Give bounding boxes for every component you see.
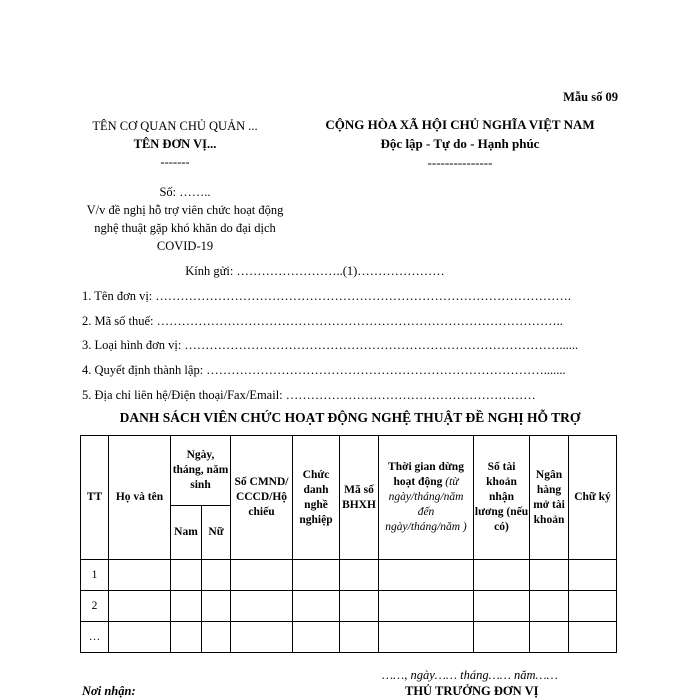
cell-female — [202, 622, 231, 653]
cell-bhxh — [340, 560, 379, 591]
cell-id — [231, 622, 293, 653]
cell-account — [474, 591, 530, 622]
greeting: Kính gửi: ……………………..(1)………………… — [185, 264, 445, 278]
header-id-number: Số CMND/ CCCD/Hộ chiếu — [231, 436, 293, 560]
cell-period — [379, 560, 474, 591]
table-row — [81, 560, 617, 591]
national-divider: --------------- — [427, 155, 493, 170]
cell-id — [231, 560, 293, 591]
cell-period — [379, 622, 474, 653]
cell-name — [109, 622, 171, 653]
recipients-label: Nơi nhận: — [82, 684, 136, 698]
table-row — [81, 591, 617, 622]
document-reference — [80, 183, 290, 255]
field-unit-type: 3. Loại hình đơn vị: ………………………………………………………………………………...... — [82, 338, 579, 352]
stop-period-label: Thời gian dừng hoạt động — [388, 461, 464, 488]
cell-bank — [530, 560, 569, 591]
header-male: Nam — [171, 506, 202, 560]
stop-period-note: (từ ngày/tháng/năm đến ngày/tháng/năm ) — [385, 476, 467, 533]
cell-signature — [569, 622, 617, 653]
agency-divider: ------- — [160, 155, 190, 169]
header-bank: Ngân hàng mở tài khoản — [530, 436, 569, 560]
cell-account — [474, 560, 530, 591]
header-stop-period — [379, 436, 474, 560]
field-tax-code: 2. Mã số thuế: …………………………………………………………………………………….. — [82, 314, 563, 328]
parent-agency: TÊN CƠ QUAN CHỦ QUẢN ... — [92, 119, 258, 133]
unit-name: TÊN ĐƠN VỊ... — [133, 137, 217, 151]
header-job-title: Chức danh nghề nghiệp — [293, 436, 340, 560]
field-contact-address: 5. Địa chỉ liên hệ/Điện thoại/Fax/Email: …………………………………………………… — [82, 388, 536, 402]
national-motto: Độc lập - Tự do - Hạnh phúc — [380, 136, 540, 151]
cell-male — [171, 622, 202, 653]
cell-male — [171, 560, 202, 591]
header-name: Họ và tên — [109, 436, 171, 560]
form-number: Mẫu số 09 — [563, 90, 618, 104]
cell-title — [293, 591, 340, 622]
field-establishment-decision: 4. Quyết định thành lập: ………………………………………………………………………....... — [82, 363, 566, 377]
cell-title — [293, 560, 340, 591]
field-unit-name: 1. Tên đơn vị: ………………………………………………………………………………………. — [82, 289, 572, 303]
cell-bank — [530, 622, 569, 653]
agency-header — [80, 117, 270, 171]
cell-name — [109, 591, 171, 622]
table-row — [81, 622, 617, 653]
row-number: … — [81, 622, 109, 653]
header-account-number: Số tài khoản nhận lương (nếu có) — [474, 436, 530, 560]
document-subject: V/v đề nghị hỗ trợ viên chức hoạt động nghệ thuật gặp khó khăn do đại dịch COVID-19 — [86, 203, 284, 253]
document-number: Số: …….. — [159, 185, 211, 199]
staff-table — [80, 435, 617, 653]
header-tt: TT — [81, 436, 109, 560]
cell-title — [293, 622, 340, 653]
header-female: Nữ — [202, 506, 231, 560]
row-number: 1 — [81, 560, 109, 591]
national-header — [295, 115, 625, 172]
cell-female — [202, 591, 231, 622]
date-line: ……, ngày…… tháng…… năm…… — [382, 668, 558, 682]
cell-id — [231, 591, 293, 622]
cell-female — [202, 560, 231, 591]
header-bhxh: Mã số BHXH — [340, 436, 379, 560]
cell-signature — [569, 591, 617, 622]
cell-signature — [569, 560, 617, 591]
cell-account — [474, 622, 530, 653]
cell-name — [109, 560, 171, 591]
cell-bhxh — [340, 591, 379, 622]
cell-bhxh — [340, 622, 379, 653]
header-dob: Ngày, tháng, năm sinh — [171, 436, 231, 506]
unit-head-title: THỦ TRƯỞNG ĐƠN VỊ — [405, 684, 539, 698]
cell-bank — [530, 591, 569, 622]
cell-period — [379, 591, 474, 622]
national-name: CỘNG HÒA XÃ HỘI CHỦ NGHĨA VIỆT NAM — [325, 117, 595, 132]
list-title: DANH SÁCH VIÊN CHỨC HOẠT ĐỘNG NGHỆ THUẬT ĐỀ NGHỊ HỖ TRỢ — [119, 410, 581, 425]
header-signature: Chữ ký — [569, 436, 617, 560]
row-number: 2 — [81, 591, 109, 622]
cell-male — [171, 591, 202, 622]
